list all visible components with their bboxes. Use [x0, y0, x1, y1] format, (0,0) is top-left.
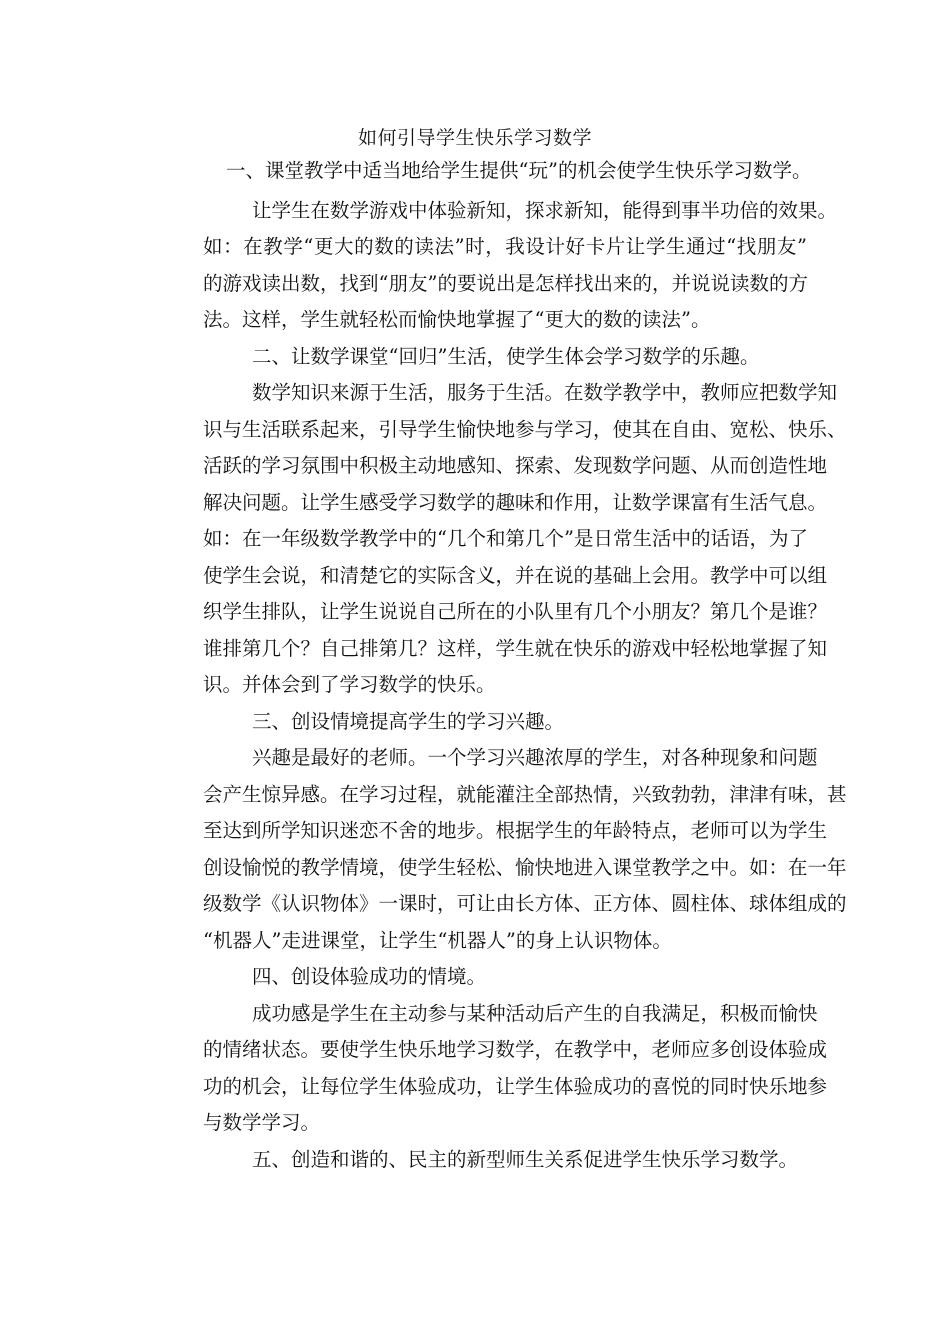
- paragraph-line: 织学生排队，让学生说说自己所在的小队里有几个小朋友？第几个是谁？: [203, 600, 828, 623]
- paragraph-line: 活跃的学习氛围中积极主动地感知、探索、发现数学问题、从而创造性地: [203, 454, 828, 477]
- paragraph-line: 如：在一年级数学教学中的“几个和第几个”是日常生活中的话语，为了: [203, 527, 808, 550]
- document-title: 如何引导学生快乐学习数学: [357, 127, 592, 149]
- paragraph-line: 功的机会，让每位学生体验成功，让学生体验成功的喜悦的同时快乐地参: [203, 1075, 828, 1098]
- paragraph-line: 至达到所学知识迷恋不舍的地步。根据学生的年龄特点，老师可以为学生: [203, 819, 828, 842]
- section-heading-4: 四、创设体验成功的情境。: [252, 965, 487, 988]
- paragraph-line: 如：在教学“更大的数的读法”时，我设计好卡片让学生通过“找朋友”: [203, 235, 807, 258]
- paragraph-line: 创设愉悦的教学情境，使学生轻松、愉快地进入课堂教学之中。如：在一年: [203, 856, 847, 879]
- paragraph-line: 识与生活联系起来，引导学生愉快地参与学习，使其在自由、宽松、快乐、: [203, 418, 847, 441]
- paragraph-line: 的情绪状态。要使学生快乐地学习数学，在教学中，老师应多创设体验成: [203, 1038, 828, 1061]
- paragraph-line: 级数学《认识物体》一课时，可让由长方体、正方体、圆柱体、球体组成的: [203, 892, 847, 915]
- paragraph-line: 解决问题。让学生感受学习数学的趣味和作用，让数学课富有生活气息。: [203, 491, 828, 514]
- paragraph-line: “机器人”走进课堂，让学生“机器人”的身上认识物体。: [203, 929, 672, 952]
- paragraph-line: 使学生会说，和清楚它的实际含义，并在说的基础上会用。教学中可以组: [203, 564, 828, 587]
- paragraph-line: 谁排第几个？自己排第几？这样，学生就在快乐的游戏中轻松地掌握了知: [203, 637, 828, 660]
- paragraph-line: 的游戏读出数，找到“朋友”的要说出是怎样找出来的，并说说读数的方: [203, 272, 808, 295]
- section-heading-2: 二、让数学课堂“回归”生活，使学生体会学习数学的乐趣。: [252, 345, 760, 368]
- paragraph-line: 让学生在数学游戏中体验新知，探求新知，能得到事半功倍的效果。: [252, 199, 838, 222]
- section-heading-5: 五、创造和谐的、民主的新型师生关系促进学生快乐学习数学。: [252, 1148, 799, 1171]
- paragraph-line: 识。并体会到了学习数学的快乐。: [203, 673, 496, 696]
- paragraph-line: 与数学学习。: [203, 1111, 321, 1134]
- paragraph-line: 兴趣是最好的老师。一个学习兴趣浓厚的学生，对各种现象和问题: [252, 746, 818, 769]
- paragraph-line: 成功感是学生在主动参与某种活动后产生的自我满足，积极而愉快: [252, 1002, 818, 1025]
- paragraph-line: 法。这样，学生就轻松而愉快地掌握了“更大的数的读法”。: [203, 308, 711, 331]
- paragraph-line: 数学知识来源于生活，服务于生活。在数学教学中，教师应把数学知: [252, 381, 838, 404]
- section-heading-1: 一、课堂教学中适当地给学生提供“玩”的机会使学生快乐学习数学。: [226, 159, 812, 182]
- section-heading-3: 三、创设情境提高学生的学习兴趣。: [252, 710, 565, 733]
- paragraph-line: 会产生惊异感。在学习过程，就能灌注全部热情，兴致勃勃，津津有味，甚: [203, 783, 847, 806]
